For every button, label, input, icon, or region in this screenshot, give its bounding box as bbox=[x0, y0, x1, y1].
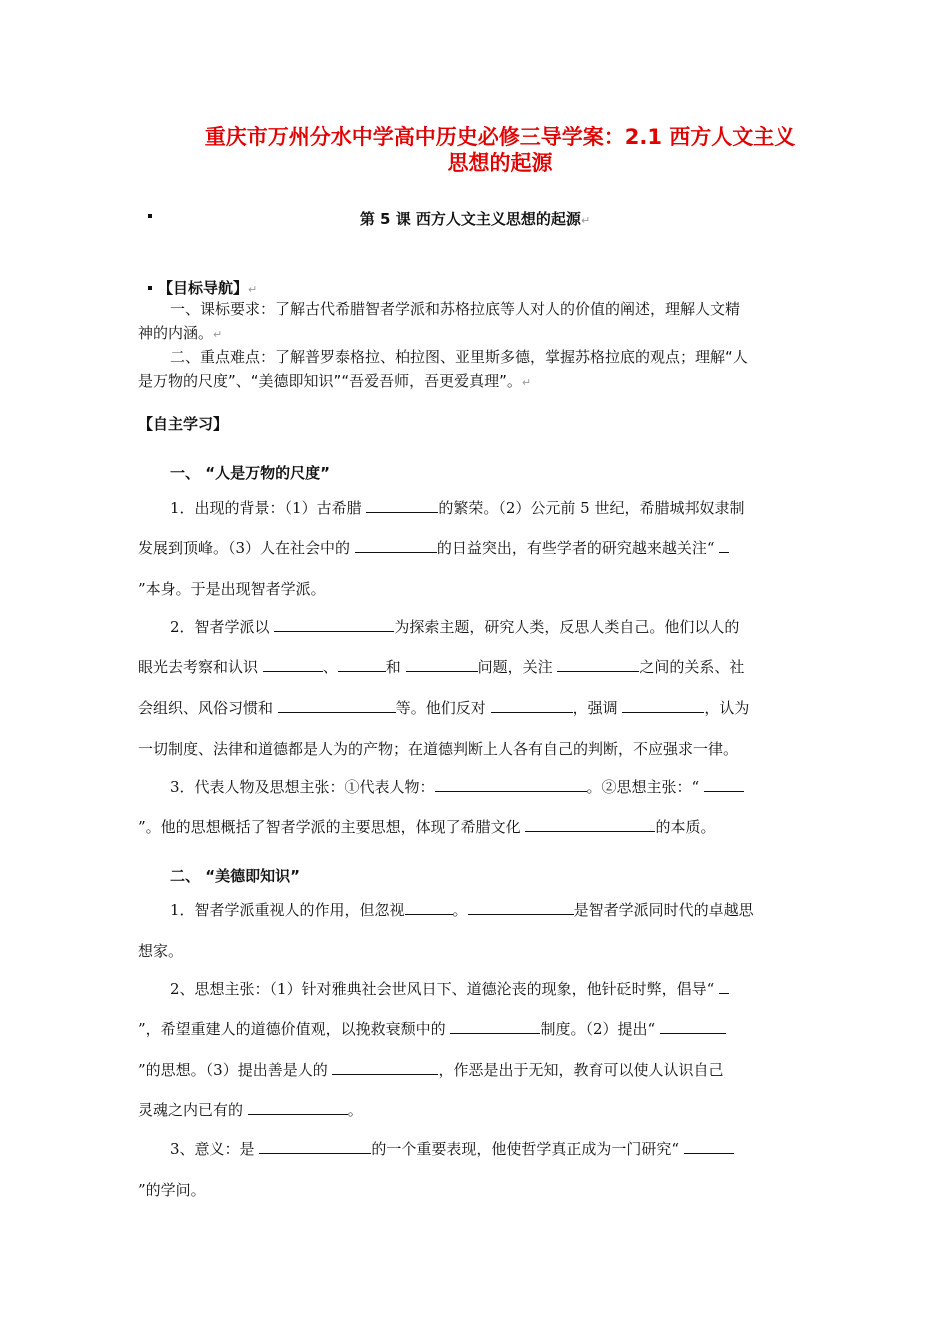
part2-title: 二、 “美德即知识” bbox=[170, 867, 300, 885]
p1-line-2: 发展到顶峰。（3）人在社会中的 的日益突出，有些学者的研究越来越关注“ bbox=[138, 537, 729, 559]
q1-line-1: 1．智者学派重视人的作用，但忽视 。 是智者学派同时代的卓越思 bbox=[170, 901, 754, 919]
p2-line-2: 眼光去考察和认识 、 和 问题，关注 之间的关系、社 bbox=[138, 658, 745, 676]
fill-blank[interactable] bbox=[259, 1138, 371, 1154]
q3-line-2: ”的学问。 bbox=[138, 1181, 206, 1199]
self-study-heading: 【自主学习】 bbox=[138, 415, 229, 433]
fill-blank[interactable] bbox=[719, 537, 729, 553]
key-points-line-2: 是万物的尺度”、“美德即知识”“吾爱吾师，吾更爱真理”。↵ bbox=[138, 372, 532, 390]
fill-blank[interactable] bbox=[622, 697, 704, 713]
bullet-icon bbox=[148, 286, 152, 290]
p2-line-1: 2．智者学派以 为探索主题，研究人类，反思人类自己。他们以人的 bbox=[170, 618, 740, 636]
fill-blank[interactable] bbox=[274, 616, 394, 632]
fill-blank[interactable] bbox=[248, 1099, 348, 1115]
fill-blank[interactable] bbox=[491, 697, 573, 713]
goals-heading: 【目标导航】↵ bbox=[158, 279, 258, 297]
paragraph-mark-icon: ↵ bbox=[521, 376, 532, 389]
fill-blank[interactable] bbox=[704, 776, 744, 792]
p3-line-1: 3．代表人物及思想主张：①代表人物： 。②思想主张：“ bbox=[170, 776, 744, 798]
fill-blank[interactable] bbox=[406, 656, 478, 672]
paragraph-mark-icon: ↵ bbox=[248, 283, 258, 296]
paragraph-mark-icon: ↵ bbox=[213, 328, 223, 341]
fill-blank[interactable] bbox=[435, 776, 587, 792]
fill-blank[interactable] bbox=[468, 899, 574, 915]
title-line-1: 重庆市万州分水中学高中历史必修三导学案：2.1 西方人文主义 bbox=[204, 125, 796, 149]
fill-blank[interactable] bbox=[332, 1059, 438, 1075]
fill-blank[interactable] bbox=[557, 656, 639, 672]
key-points-line-1: 二、重点难点：了解普罗泰格拉、柏拉图、亚里斯多德，掌握苏格拉底的观点；理解“人 bbox=[170, 348, 748, 366]
p2-line-4: 一切制度、法律和道德都是人为的产物；在道德判断上人各有自己的判断，不应强求一律。 bbox=[138, 740, 739, 758]
q1-line-2: 想家。 bbox=[138, 942, 184, 960]
fill-blank[interactable] bbox=[660, 1018, 726, 1034]
fill-blank[interactable] bbox=[366, 497, 438, 513]
paragraph-mark-icon: ↵ bbox=[580, 214, 591, 227]
title-line-2: 思想的起源 bbox=[447, 151, 553, 175]
requirement-line-1: 一、课标要求：了解古代希腊智者学派和苏格拉底等人对人的价值的阐述，理解人文精 bbox=[170, 300, 741, 318]
fill-blank[interactable] bbox=[405, 899, 453, 915]
q2-line-1: 2、思想主张：（1）针对雅典社会世风日下、道德沦丧的现象，他针砭时弊，倡导“ bbox=[170, 978, 729, 1000]
fill-blank[interactable] bbox=[263, 656, 323, 672]
fill-blank[interactable] bbox=[338, 656, 386, 672]
fill-blank[interactable] bbox=[355, 537, 437, 553]
p2-line-3: 会组织、风俗习惯和 等。他们反对 ，强调 ，认为 bbox=[138, 699, 750, 717]
fill-blank[interactable] bbox=[450, 1018, 540, 1034]
fill-blank[interactable] bbox=[684, 1138, 734, 1154]
part1-title: 一、 “人是万物的尺度” bbox=[170, 464, 330, 482]
fill-blank[interactable] bbox=[525, 816, 655, 832]
q2-line-2: ”，希望重建人的道德价值观，以挽救衰颓中的 制度。（2）提出“ bbox=[138, 1018, 726, 1040]
p1-line-1: 1．出现的背景：（1）古希腊 的繁荣。（2）公元前 5 世纪，希腊城邦奴隶制 bbox=[170, 499, 745, 517]
requirement-line-2: 神的内涵。↵ bbox=[138, 324, 223, 342]
fill-blank[interactable] bbox=[719, 978, 729, 994]
p3-line-2: ”。他的思想概括了智者学派的主要思想，体现了希腊文化 的本质。 bbox=[138, 818, 716, 836]
q2-line-4: 灵魂之内已有的 。 bbox=[138, 1101, 363, 1119]
q2-line-3: ”的思想。（3）提出善是人的 ，作恶是出于无知，教育可以使人认识自己 bbox=[138, 1061, 724, 1079]
fill-blank[interactable] bbox=[278, 697, 396, 713]
q3-line-1: 3、意义：是 的一个重要表现，他使哲学真正成为一门研究“ bbox=[170, 1138, 734, 1160]
bullet-icon bbox=[148, 214, 152, 218]
lesson-title: 第 5 课 西方人文主义思想的起源↵ bbox=[359, 210, 591, 228]
p1-line-3: ”本身。于是出现智者学派。 bbox=[138, 580, 326, 598]
